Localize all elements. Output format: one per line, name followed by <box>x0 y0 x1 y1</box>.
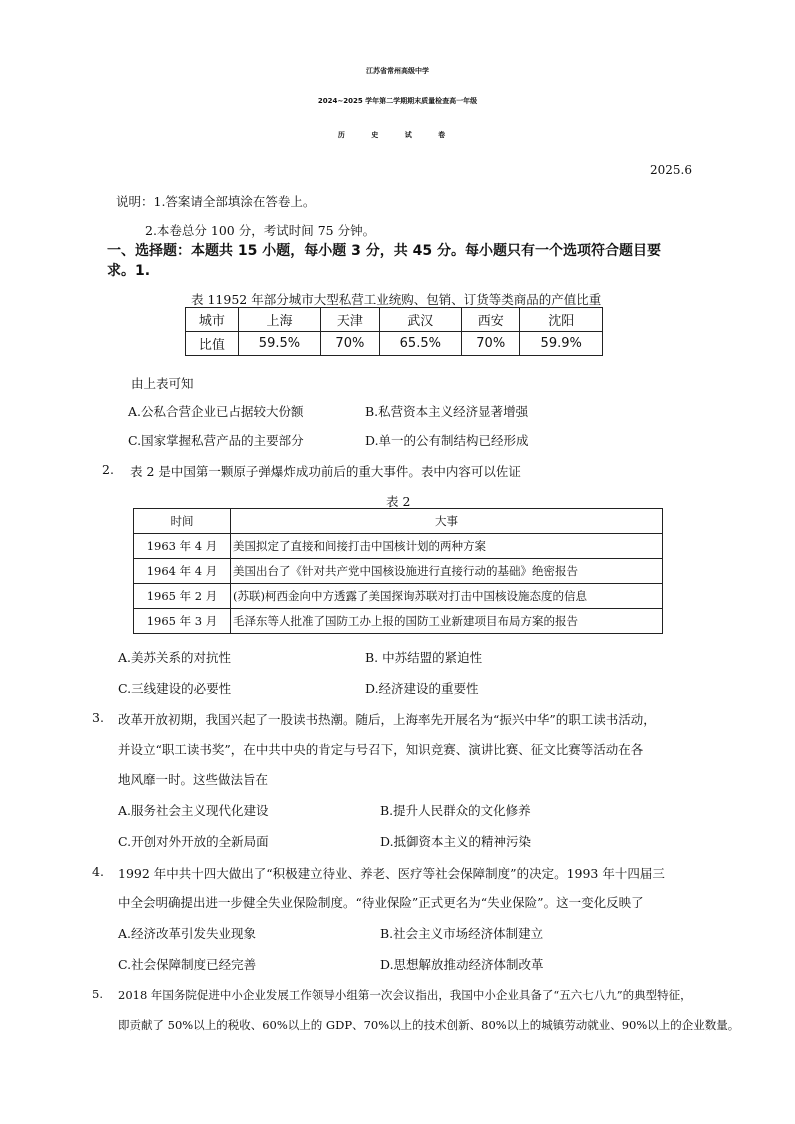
q2-option-c: C.三线建设的必要性 <box>118 681 232 696</box>
q3-option-d: D.抵御资本主义的精神污染 <box>380 834 532 849</box>
table-cell: 65.5% <box>379 332 462 356</box>
table-cell: 1964 年 4 月 <box>134 559 231 584</box>
table-row <box>186 308 603 332</box>
subject-title: 历 史 试 卷 <box>337 131 458 139</box>
table-cell: 1965 年 3 月 <box>134 609 231 634</box>
table-row <box>134 584 663 609</box>
table-cell: 1963 年 4 月 <box>134 534 231 559</box>
q4-line-1: 1992 年中共十四大做出了“积极建立待业、养老、医疗等社会保障制度”的决定。1993 年十四届三 <box>118 866 665 881</box>
table-cell: 沈阳 <box>520 308 603 332</box>
q4-option-d: D.思想解放推动经济体制改革 <box>380 957 544 972</box>
q1-option-b: B.私营资本主义经济显著增强 <box>365 404 529 419</box>
q4-option-a: A.经济改革引发失业现象 <box>118 926 257 941</box>
q2-stem: 表 2 是中国第一颗原子弹爆炸成功前后的重大事件。表中内容可以佐证 <box>130 464 521 479</box>
note-line-2: 2.本卷总分 100 分，考试时间 75 分钟。 <box>145 223 376 238</box>
q2-option-d: D.经济建设的重要性 <box>365 681 479 696</box>
q3-option-b: B.提升人民群众的文化修养 <box>380 803 531 818</box>
q1-table-caption: 表 11952 年部分城市大型私营工业统购、包销、订货等类商品的产值比重 <box>191 292 602 307</box>
q5-number: 5. <box>92 987 103 1001</box>
table-cell: 59.9% <box>520 332 603 356</box>
table-cell: (苏联)柯西金向中方透露了美国探询苏联对打击中国核设施态度的信息 <box>231 584 663 609</box>
table-cell: 大事 <box>231 509 663 534</box>
table-cell: 天津 <box>321 308 379 332</box>
q2-number: 2. <box>102 462 114 477</box>
exam-title: 2024~2025 学年第二学期期末质量检查高一年级 <box>317 97 478 105</box>
table-cell: 70% <box>321 332 379 356</box>
table-cell: 城市 <box>186 308 239 332</box>
q3-line-1: 改革开放初期，我国兴起了一股读书热潮。随后，上海率先开展名为“振兴中华”的职工读书活动， <box>118 712 656 727</box>
section-heading-line-2: 求。1. <box>107 263 151 279</box>
q4-option-c: C.社会保障制度已经完善 <box>118 957 257 972</box>
table-row <box>186 332 603 356</box>
q2-table <box>133 508 663 634</box>
q4-option-b: B.社会主义市场经济体制建立 <box>380 926 544 941</box>
table-cell: 美国拟定了直接和间接打击中国核计划的两种方案 <box>231 534 663 559</box>
q3-line-2: 并设立“职工读书奖”，在中共中央的肯定与号召下，知识竞赛、演讲比赛、征文比赛等活动在各 <box>118 742 644 757</box>
table-cell: 时间 <box>134 509 231 534</box>
exam-date: 2025.6 <box>650 163 692 177</box>
school-name: 江苏省常州高级中学 <box>366 67 429 75</box>
q3-option-c: C.开创对外开放的全新局面 <box>118 834 269 849</box>
table-cell: 上海 <box>238 308 321 332</box>
table-cell: 1965 年 2 月 <box>134 584 231 609</box>
q3-number: 3. <box>92 710 104 725</box>
q5-line-2: 即贡献了 50%以上的税收、60%以上的 GDP、70%以上的技术创新、80%以上的城镇劳动就业、90%以上的企业数量。 <box>118 1018 740 1032</box>
table-cell: 70% <box>462 332 520 356</box>
q1-stem: 由上表可知 <box>131 376 194 391</box>
q5-line-1: 2018 年国务院促进中小企业发展工作领导小组第一次会议指出，我国中小企业具备了“五六七八九”的典型特征， <box>118 988 692 1002</box>
q2-option-a: A.美苏关系的对抗性 <box>118 650 232 665</box>
q3-line-3: 地风靡一时。这些做法旨在 <box>118 772 269 787</box>
table-cell: 比值 <box>186 332 239 356</box>
table-cell: 美国出台了《针对共产党中国核设施进行直接行动的基础》绝密报告 <box>231 559 663 584</box>
note-line-1: 说明：1.答案请全部填涂在答卷上。 <box>116 194 316 209</box>
q2-option-b: B. 中苏结盟的紧迫性 <box>365 650 483 665</box>
q4-line-2: 中全会明确提出进一步健全失业保险制度。“待业保险”正式更名为“失业保险”。这一变化反映了 <box>118 895 644 910</box>
section-heading-line-1: 一、选择题：本题共 15 小题，每小题 3 分，共 45 分。每小题只有一个选项符合题目要 <box>107 243 661 259</box>
q1-option-a: A.公私合营企业已占据较大份额 <box>128 404 304 419</box>
q2-table-caption: 表 2 <box>386 494 411 509</box>
q3-option-a: A.服务社会主义现代化建设 <box>118 803 269 818</box>
q1-option-d: D.单一的公有制结构已经形成 <box>365 433 529 448</box>
q1-table <box>185 307 603 356</box>
table-cell: 西安 <box>462 308 520 332</box>
table-cell: 59.5% <box>238 332 321 356</box>
q4-number: 4. <box>92 864 104 879</box>
table-cell: 武汉 <box>379 308 462 332</box>
table-row <box>134 609 663 634</box>
table-row <box>134 534 663 559</box>
table-row <box>134 509 663 534</box>
table-cell: 毛泽东等人批准了国防工办上报的国防工业新建项目布局方案的报告 <box>231 609 663 634</box>
table-row <box>134 559 663 584</box>
q1-option-c: C.国家掌握私营产品的主要部分 <box>128 433 304 448</box>
